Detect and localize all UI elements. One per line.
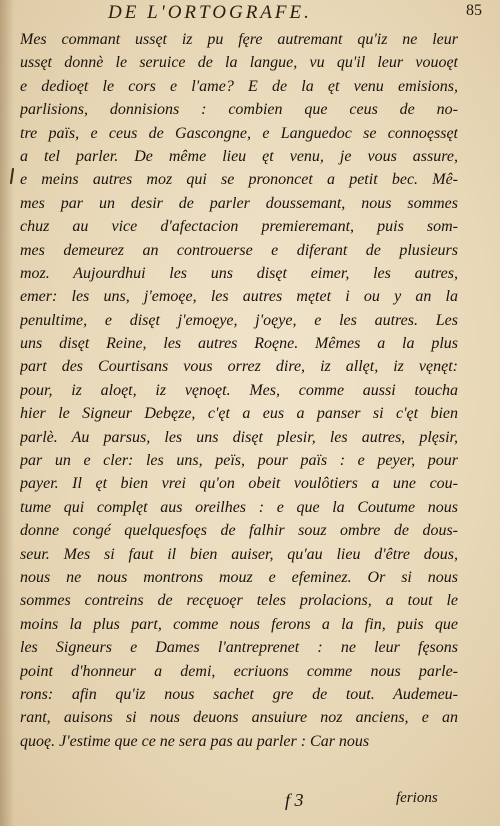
text-line: parlè. Au parsus, les uns disęt plesir, les autres, plęsir,: [20, 428, 458, 446]
text-line: tume qui complęt aus oreilhes : e que la Coutume nous: [20, 498, 458, 516]
text-line: point d'honneur a demi, ecriuons comme nous parle-: [20, 662, 458, 680]
text-line: pour, iz aloęt, iz vęnoęt. Mes, comme aussi toucha: [20, 381, 458, 399]
text-line: e meins autres moz qui se prononcet a petit bec. Mê-: [20, 171, 458, 189]
text-line: uns disęt Reine, les autres Roęne. Mêmes a la plus: [20, 335, 458, 353]
signature-mark: f 3: [285, 790, 304, 810]
text-line: donne congé quelquesfoęs de falhir souz ombre de dous-: [20, 522, 458, 540]
page-number: 85: [466, 2, 482, 19]
text-line: a tel parler. De même lieu ęt venu, je vous assure,: [20, 147, 458, 165]
text-line: quoę. J'estime que ce ne sera pas au parler : Car nous: [20, 732, 370, 750]
catchword: ferions: [396, 790, 438, 806]
body-text: [20, 28, 458, 753]
text-line: seur. Mes si faut il bien auiser, qu'au lieu d'être dous,: [20, 545, 458, 563]
running-title: DE L'ORTOGRAFE.: [108, 2, 312, 23]
text-line: chuz au vice d'afectacion premieremant, puis som-: [20, 218, 458, 236]
text-line: parlisions, donnisions : combien que ceus de no-: [20, 101, 458, 119]
page-footer: [0, 790, 500, 820]
text-line: e dedioęt le cors e l'ame? E de la ęt venu emisions,: [20, 77, 458, 95]
text-line: part des Courtisans vous orrez dire, iz allęt, iz vęnęt:: [20, 358, 458, 376]
text-line: moz. Aujourdhui les uns disęt eimer, les autres,: [20, 264, 458, 282]
text-line: ussęt donnè le seruice de la langue, vu qu'il leur vouoęt: [20, 54, 458, 72]
margin-mark: [10, 168, 14, 184]
text-line: sommes contreins de recęuoęr teles prolacions, a tout le: [20, 592, 458, 610]
running-head: [0, 2, 500, 22]
text-line: tre païs, e ceus de Gascongne, e Languedoc se connoęssęt: [20, 124, 458, 142]
text-line: mes par un desir de parler doussemant, nous sommes: [20, 194, 458, 212]
text-line: payer. Il ęt bien vrei qu'on obeit voulôtiers a une cou-: [20, 475, 458, 493]
text-line: rons: afin qu'iz nous sachet gre de tout. Audemeu-: [20, 685, 458, 703]
text-line: emer: les uns, j'emoęe, les autres mętet i ou y an la: [20, 288, 458, 306]
text-line: par un e cler: les uns, peïs, pour païs : e peyer, pour: [20, 452, 458, 470]
text-line: moins la plus part, comme nous ferons a la fin, puis que: [20, 615, 458, 633]
text-line: nous ne nous montrons mouz e efeminez. Or si nous: [20, 568, 458, 586]
text-line: les Signeurs e Dames l'antreprenet : ne leur fęsons: [20, 639, 458, 657]
text-line: penultime, e disęt j'emoęye, j'oęye, e les autres. Les: [20, 311, 458, 329]
text-line: Mes commant ussęt iz pu fęre autremant qu'iz ne leur: [20, 31, 458, 48]
text-line: rant, auisons si nous deuons ansuiure noz anciens, e an: [20, 709, 458, 727]
text-line: hier le Signeur Debęze, c'ęt a eus a panser si c'ęt bien: [20, 405, 458, 423]
text-line: mes demeurez an controuerse e diferant de plusieurs: [20, 241, 458, 259]
